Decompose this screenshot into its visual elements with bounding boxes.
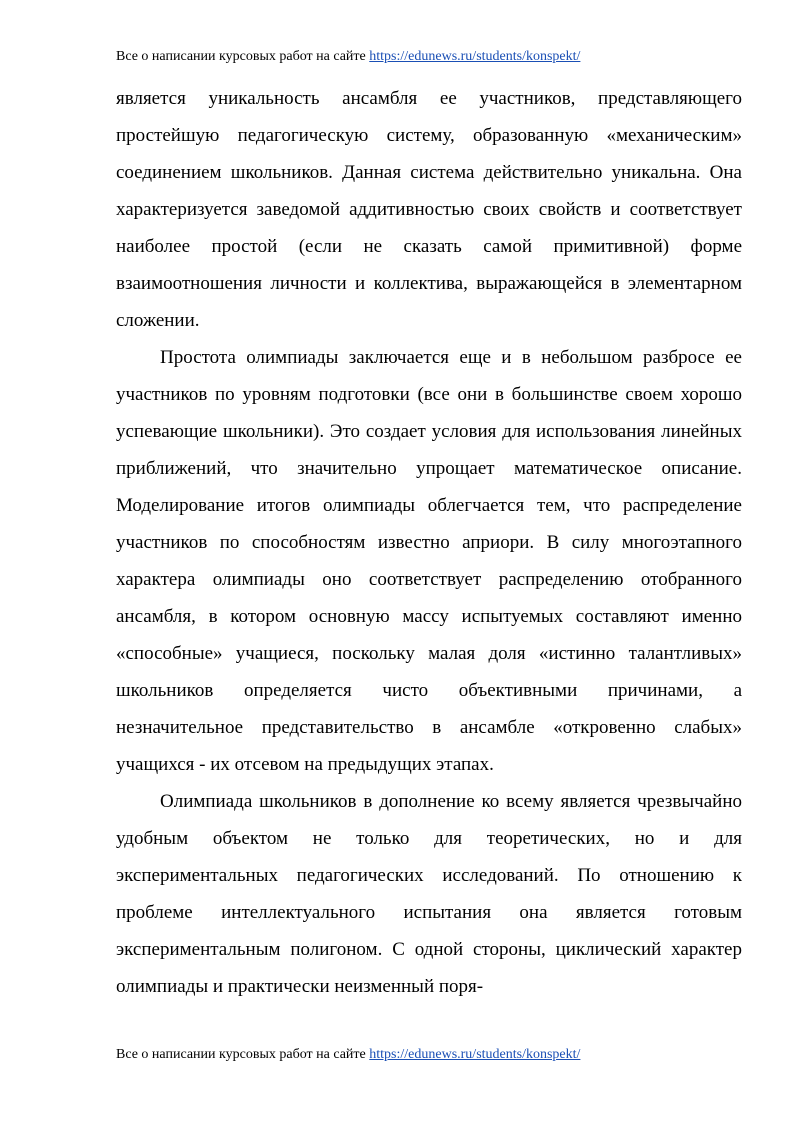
page-header [116, 48, 716, 66]
paragraph-3: Олимпиада школьников в дополнение ко всему является чрезвычайно удобным объектом не только для теоретических, но и для экспериментальных педагогических исследований. По отношению к проблеме интеллектуального испытания она является готовым экспериментальным полигоном. С одной стороны, циклический характер олимпиады и практически неизменный поря- [116, 791, 742, 997]
page-footer [116, 1046, 716, 1064]
document-body [116, 80, 742, 1005]
header-text: Все о написании курсовых работ на сайте [116, 49, 370, 64]
footer-text: Все о написании курсовых работ на сайте [116, 1047, 370, 1062]
paragraph-2: Простота олимпиады заключается еще и в небольшом разбросе ее участников по уровням подготовки (все они в большинстве своем хорошо успевающие школьники). Это создает условия для использования линейных приближений, что значительно упрощает математическое описание. Моделирование итогов олимпиады облегчается тем, что распределение участников по способностям известно априори. В силу многоэтапного характера олимпиады оно соответствует распределению отобранного ансамбля, в котором основную массу испытуемых составляют именно «способные» учащиеся, поскольку малая доля «истинно талантливых» школьников определяется чисто объективными причинами, а незначительное представительство в ансамбле «откровенно слабых» учащихся - их отсевом на предыдущих этапах. [116, 347, 742, 775]
paragraph-1: является уникальность ансамбля ее участников, представляющего простейшую педагогическую систему, образованную «механическим» соединением школьников. Данная система действительно уникальна. Она характеризуется заведомой аддитивностью своих свойств и соответствует наиболее простой (если не сказать самой примитивной) форме взаимоотношения личности и коллектива, выражающейся в элементарном сложении. [116, 88, 742, 331]
footer-link[interactable]: https://edunews.ru/students/konspekt/ [369, 1047, 581, 1062]
header-link[interactable]: https://edunews.ru/students/konspekt/ [369, 49, 581, 64]
